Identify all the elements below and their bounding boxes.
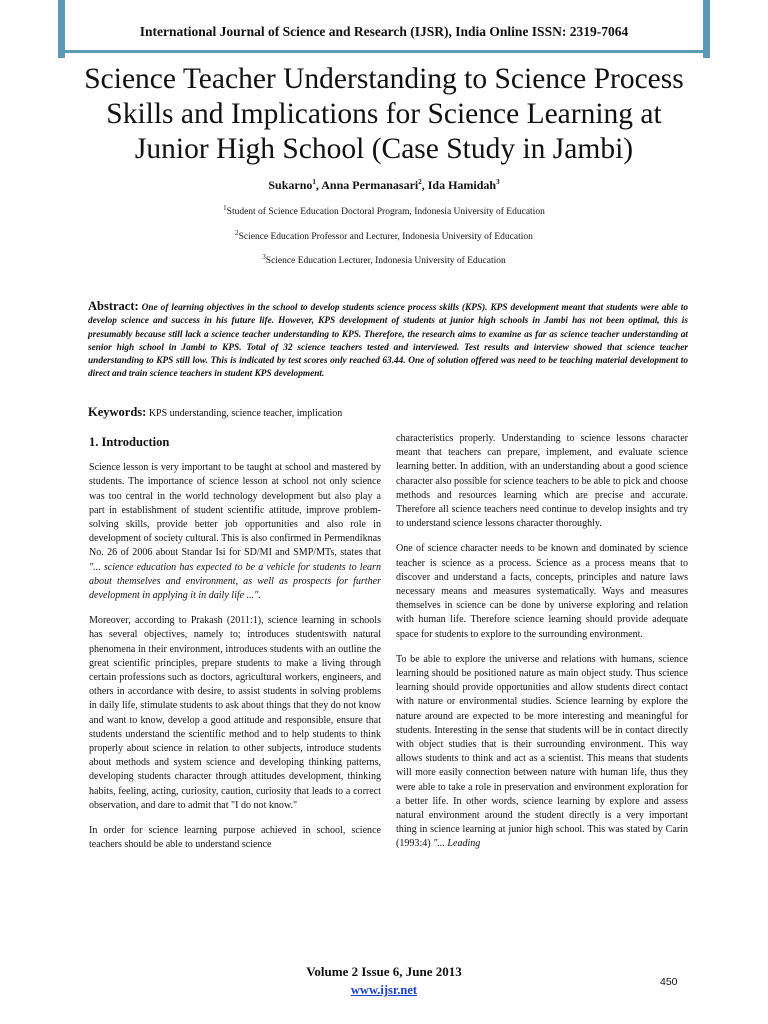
left-column (89, 432, 381, 863)
author-name: Anna Permanasari (321, 178, 419, 192)
keywords-text: KPS understanding, science teacher, implication (148, 408, 343, 419)
keywords (88, 405, 688, 420)
author-name: Sukarno (268, 178, 313, 192)
affiliation-2: $^2$Science Education Professor and Lecturer, Indonesia University of Education (235, 228, 533, 242)
paragraph: In order for science learning purpose achieved in school, science teachers should be able to understand science (89, 825, 381, 851)
paragraph: One of science character needs to be known and dominated by science teacher is science as a process. Science as a process means that to discover and understand a facts, concepts, principles and nature laws necessary means and measures systematically. Ways and measures themselves in science can be done by universe exploring and relation with human life. Therefore science learning should provide adequate space for students to explore to the surrounding environment. (396, 543, 688, 640)
footer-url-link[interactable]: www.ijsr.net (350, 983, 418, 997)
paragraph: Moreover, according to Prakash (2011:1), science learning in schools has several objectives, namely to; introduces studentswith natural phenomena in their environment, introduces students with an outline the great scientific principles, prepare students to make a living through certain professions such as doctors, agricultural workers, engineers, and others in accordance with desire, to assist students in solving problems in daily life, stimulate students to ask about things that they do not know and want to know, develop a good attitude and responsible, ensure that students understand the scientific method and to help students to think properly about science in relation to other subjects, introduce students about methods and system science and developing thinking patterns, developing students character through attitudes development, thinking habits, feeling, acting, curiosity, caution, curiosity that leads to a correct observation, and dare to admit that "I do not know." (89, 615, 381, 811)
paper-title: Science Teacher Understanding to Science Process Skills and Implications for Science Learning at Junior High School (Case Study in Jambi) (84, 63, 684, 165)
header-divider (58, 50, 710, 53)
author-list: Sukarno$^1$, Anna Permanasari$^2$, Ida Hamidah$^3$ (268, 178, 500, 192)
paragraph: To be able to explore the universe and relations with humans, science learning should be positioned nature as main object study. Thus science learning should provide opportunities and allow students direct contact with nature or environmental studies. Science learning by explore the nature around are expected to be more interesting and meaningful for students. Interesting in the sense that students will be in contact directly with object studies that is their surrounding environment. This way allows students to think and act as a scientist. This means that students will more easily connection between nature with human life, thus they were able to take a role in preservation and environment exploration for a better life. In other words, science learning by explore and assess natural environment around the student directly is a very important thing in science learning at junior high school. This was stated by Carin (1993:4) "... Leading (396, 653, 688, 850)
paragraph: Science lesson is very important to be taught at school and mastered by students. The importance of science lesson at school not only science was too central in the world technology development but also play a part in establishment of student scientific attitude, improve problem-solving skills, provide better job opportunities and also role in development of society cultural. This is also confirmed in Permendiknas No. 26 of 2006 about Standar Isi for SD/MI and SMP/MTs, states that "... science education has expected to be a vehicle for students to learn about themselves and environment, as well as prospects for further development in applying it in daily life ...". (89, 462, 381, 602)
abstract-text: One of learning objectives in the school to develop students science process skills (KPS). KPS development meant that students were able to develop science and success in his future life. However, KPS development of students at junior high schools in Jambi has not been optimal, this is presumably because still lack a science teacher understanding to KPS. Therefore, the research aims to examine as far as science teacher understanding at senior high school in Jambi to KPS. Total of 32 science teachers tested and interviewed. Test results and interview showed that science teacher understanding to KPS still low. This is indicated by test scores only reached 63.44. One of solution offered was need to be teaching material development to direct and train science teachers in student KPS development. (88, 303, 688, 380)
affiliation-3: $^3$Science Education Lecturer, Indonesia University of Education (262, 252, 506, 266)
journal-header: International Journal of Science and Research (IJSR), India Online ISSN: 2319-7064 (139, 24, 629, 39)
author-name: Ida Hamidah (427, 178, 497, 192)
quote: "... Leading (433, 838, 481, 850)
footer-volume: Volume 2 Issue 6, June 2013 (306, 964, 462, 979)
section-heading-introduction: 1. Introduction (89, 435, 170, 449)
right-column (396, 432, 688, 863)
abstract (88, 300, 688, 382)
paragraph: characteristics properly. Understanding to science lessons character meant that teachers can prepare, implement, and evaluate science learning better. In addition, with an understanding about a good science character also possible for science teachers to be able to pick and choose methods and resources learning which are precise and accurate. Therefore all science teachers need continue to develop insights and try to understand science lessons character thoroughly. (396, 433, 688, 530)
quote: "... science education has expected to be a vehicle for students to learn about themselves and environment, as well as prospects for further development in applying it in daily life ...". (89, 561, 381, 602)
page-number: 450 (660, 976, 678, 988)
keywords-label: Keywords: (88, 405, 147, 419)
abstract-label: Abstract: (88, 299, 139, 313)
affiliation-1: $^1$Student of Science Education Doctoral Program, Indonesia University of Education (223, 203, 545, 217)
